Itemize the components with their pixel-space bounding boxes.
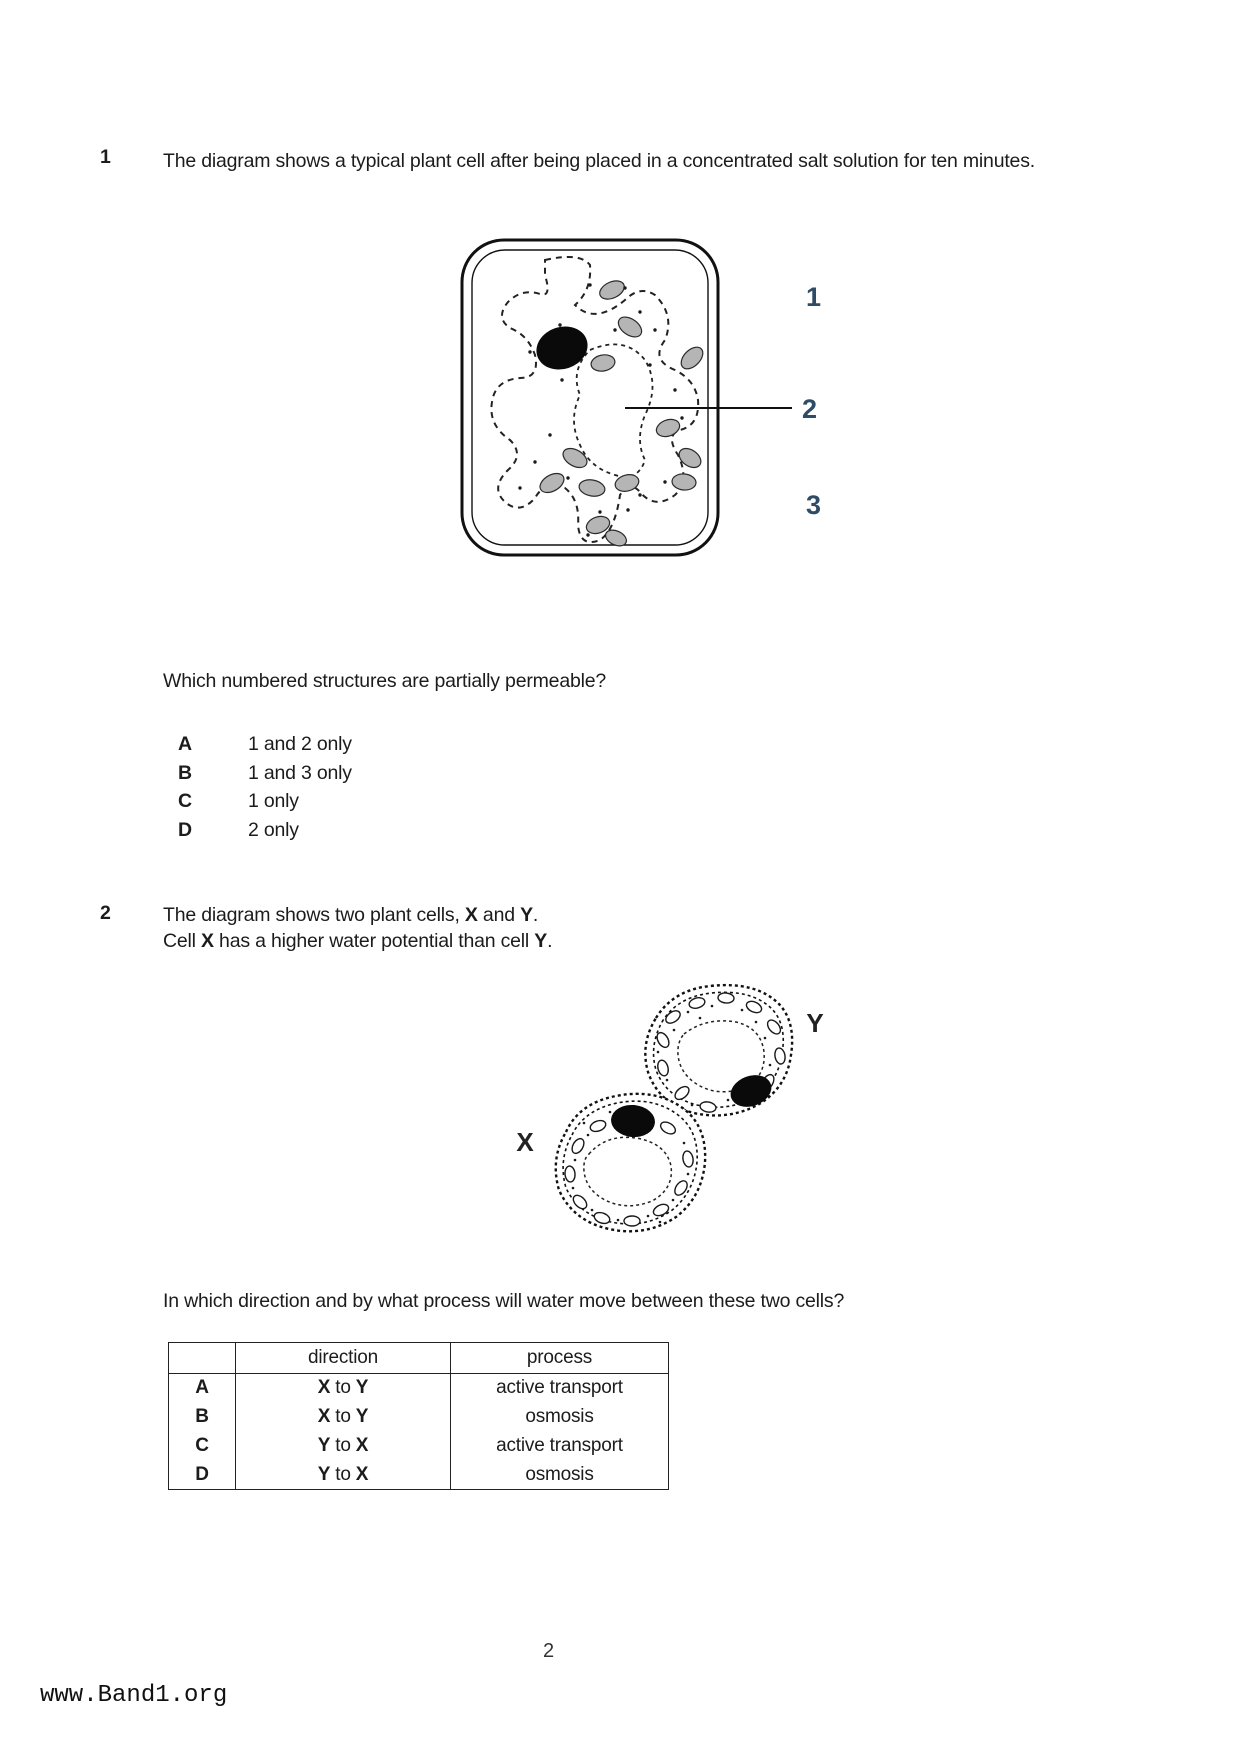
option-row [178,733,352,762]
q1-intro: The diagram shows a typical plant cell after being placed in a concentrated salt solution for ten minutes. [163,150,1035,172]
q2-intro-line2: Cell X has a higher water potential than cell Y. [163,930,553,952]
cell-x [556,1094,705,1231]
answer-table [168,1342,669,1490]
table-row [169,1461,669,1490]
q2-number: 2 [100,902,111,924]
option-letter: D [178,818,192,841]
cell-y-label: Y [806,1008,824,1038]
option-letter: B [178,761,192,784]
two-cells-diagram [460,960,860,1260]
row-direction: X to Y [236,1403,451,1432]
row-letter: A [169,1374,236,1403]
row-direction: Y to X [236,1461,451,1490]
row-process: osmosis [451,1461,669,1490]
option-row [178,819,352,848]
cell-x-label: X [516,1127,534,1157]
table-row [169,1403,669,1432]
option-row [178,790,352,819]
q1-question: Which numbered structures are partially permeable? [163,670,607,692]
row-direction: X to Y [236,1374,451,1403]
q2-question: In which direction and by what process will water move between these two cells? [163,1290,845,1312]
q1-options [178,733,352,847]
table-row [169,1374,669,1403]
option-letter: C [178,790,192,812]
table-row [169,1432,669,1461]
option-text: 1 and 3 only [248,761,352,784]
q2-intro [163,902,552,954]
diagram-label-3: 3 [806,490,822,520]
row-letter: B [169,1403,236,1432]
option-text: 1 only [248,790,299,812]
header-direction: direction [236,1343,451,1374]
diagram-label-1: 1 [806,282,822,312]
row-process: active transport [451,1432,669,1461]
row-direction: Y to X [236,1432,451,1461]
page-number: 2 [543,1640,555,1662]
row-letter: C [169,1432,236,1461]
option-text: 1 and 2 only [248,733,352,755]
row-letter: D [169,1461,236,1490]
q1-number: 1 [100,146,111,168]
cell-y [645,985,792,1115]
row-process: osmosis [451,1403,669,1432]
diagram-label-2: 2 [802,394,818,424]
plant-cell-diagram [440,230,880,570]
site-watermark: www.Band1.org [40,1682,228,1709]
option-letter: A [178,733,192,755]
row-process: active transport [451,1374,669,1403]
option-text: 2 only [248,818,299,841]
table-header-row [169,1343,669,1374]
header-blank [169,1343,236,1374]
q2-intro-line1: The diagram shows two plant cells, X and Y. [163,904,539,926]
header-process: process [451,1343,669,1374]
option-row [178,762,352,791]
